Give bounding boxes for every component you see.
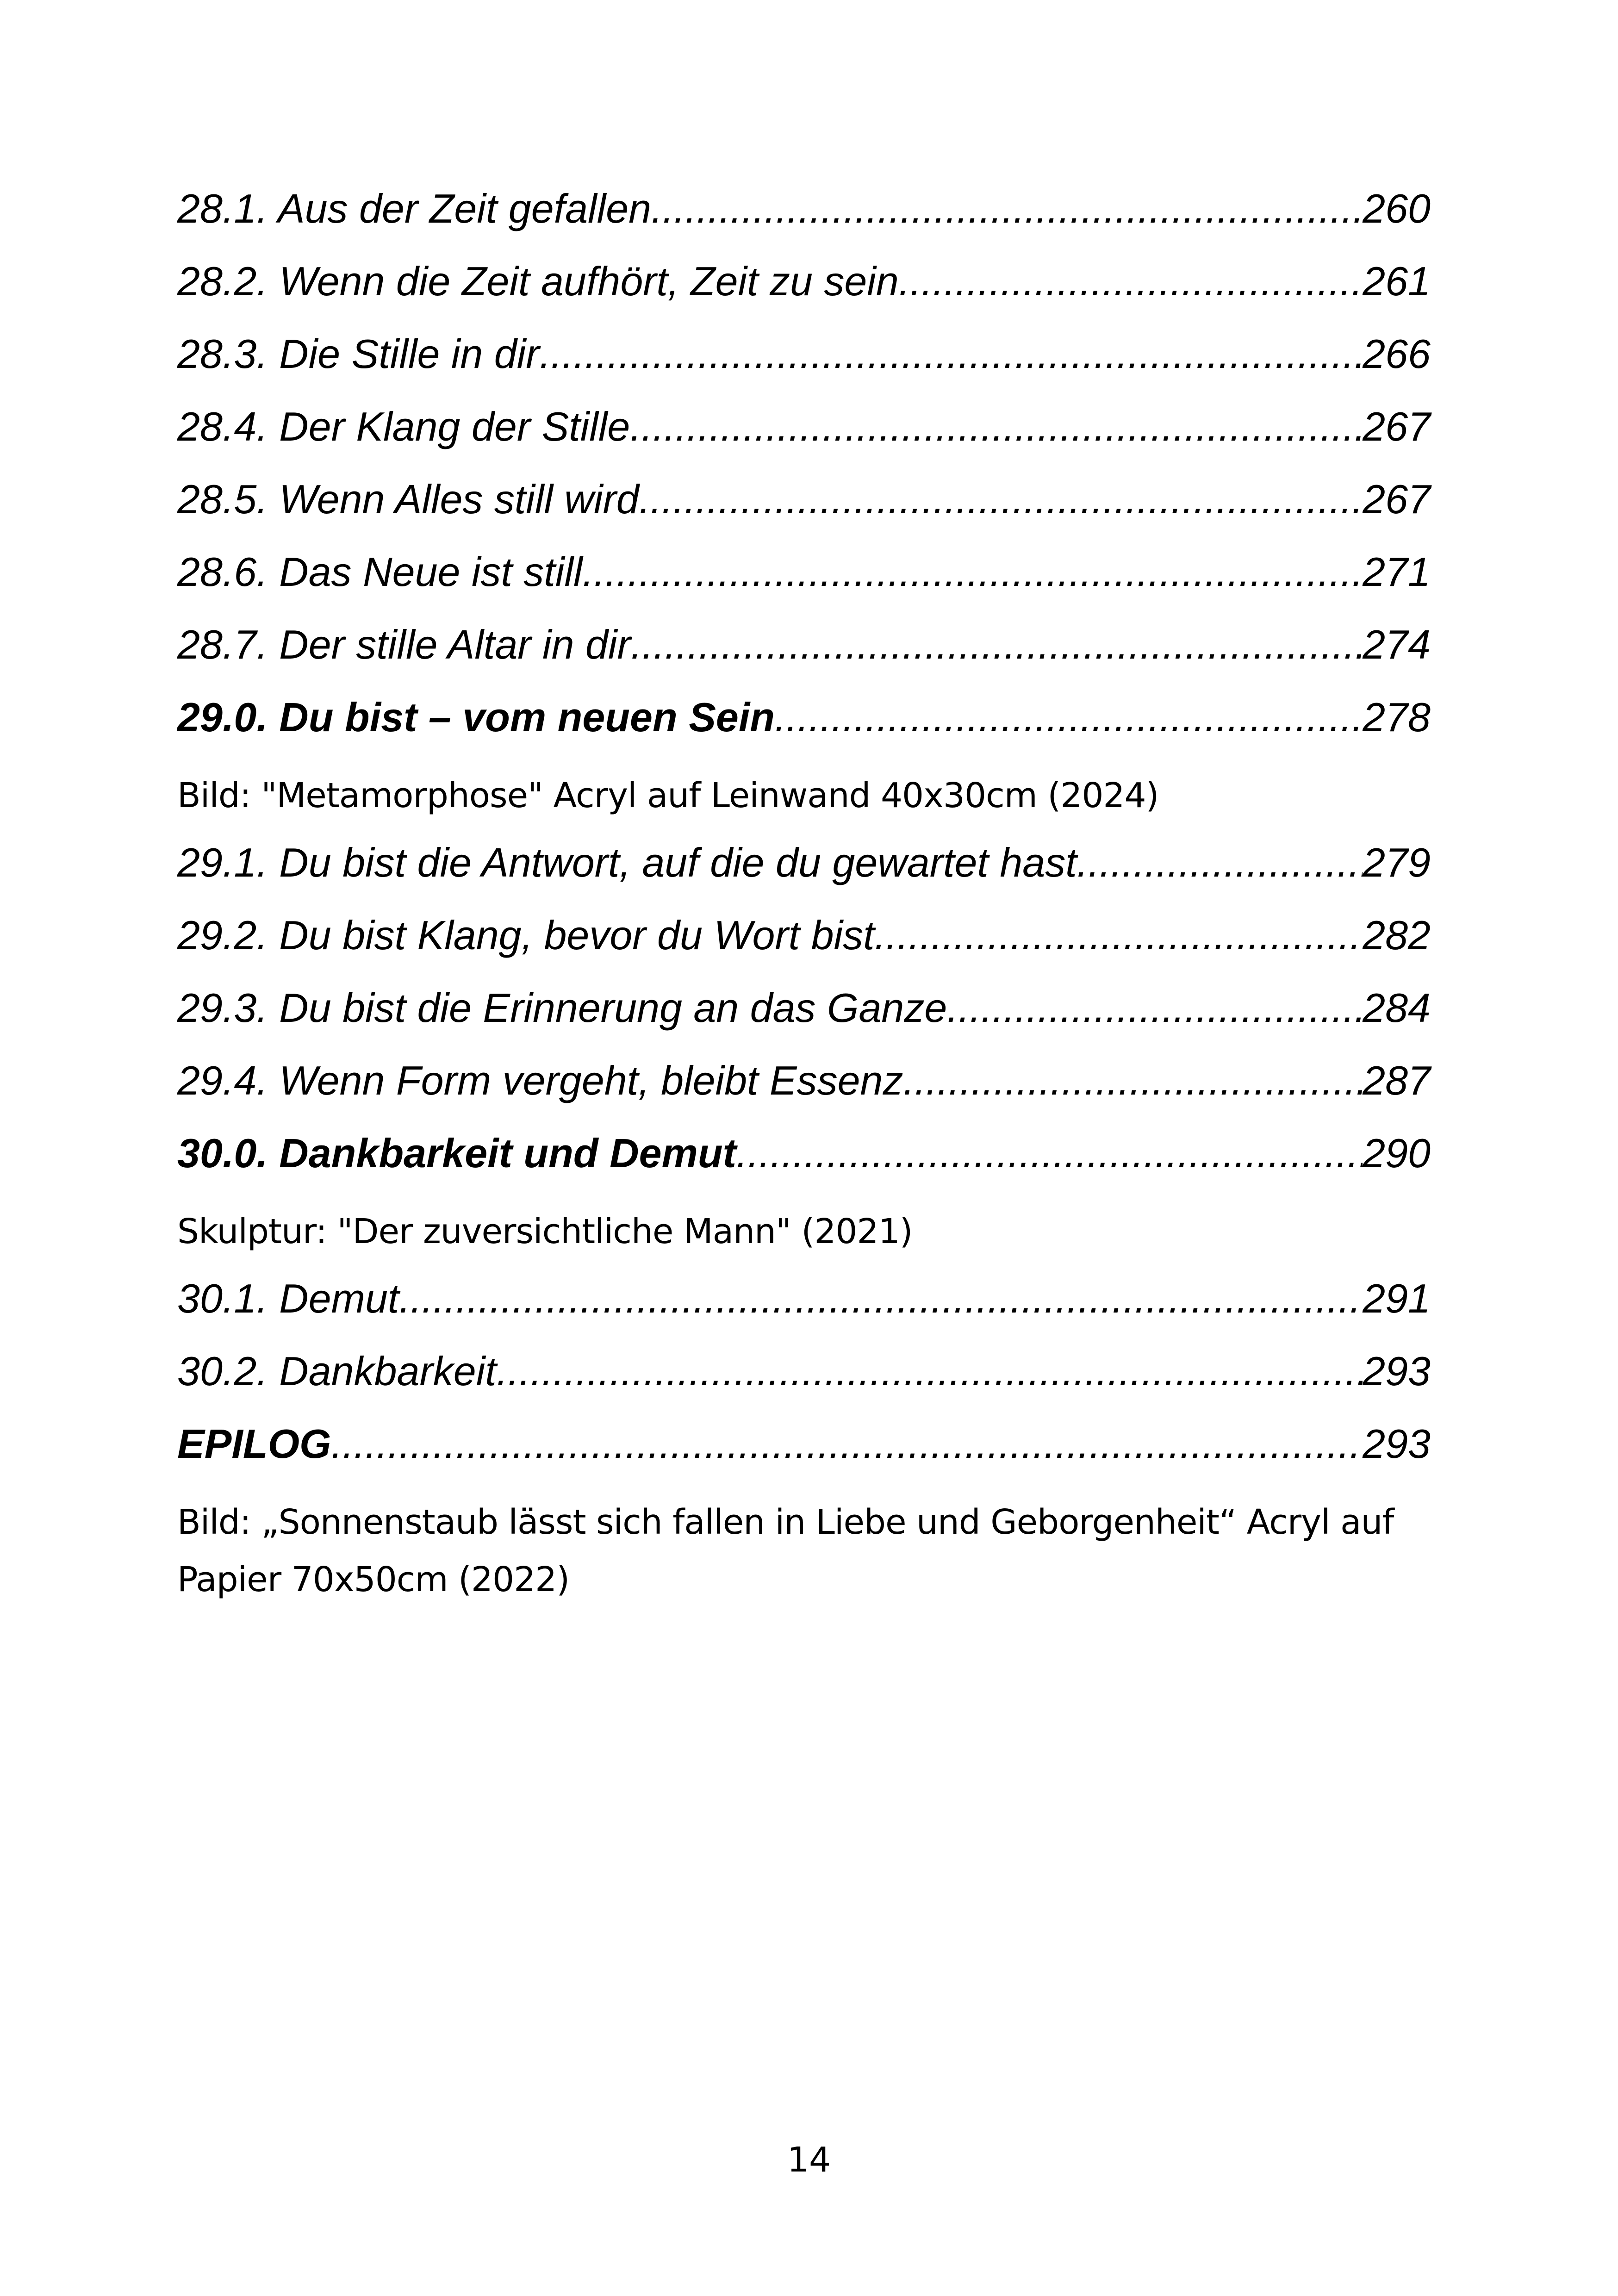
dot-leader <box>630 401 1363 453</box>
toc-entry-title: 28.1. Aus der Zeit gefallen <box>177 186 652 231</box>
dot-leader <box>903 1055 1363 1107</box>
toc-entry-page: 271 <box>1363 549 1431 595</box>
toc-entry-29-3[interactable] <box>177 982 1431 1055</box>
toc-entry-title: 28.4. Der Klang der Stille <box>177 404 630 449</box>
dot-leader <box>540 328 1363 380</box>
dot-leader <box>775 691 1363 743</box>
sculpture-caption: Skulptur: "Der zuversichtliche Mann" (2021) <box>177 1212 913 1251</box>
dot-leader <box>1077 837 1363 889</box>
toc-entry-title: 30.0. Dankbarkeit und Demut <box>177 1130 736 1176</box>
toc-entry-title: 28.2. Wenn die Zeit aufhört, Zeit zu sein <box>177 258 899 304</box>
toc-entry-28-4[interactable] <box>177 401 1431 473</box>
toc-entry-title: 28.6. Das Neue ist still <box>177 549 583 595</box>
toc-entry-page: 267 <box>1363 476 1431 522</box>
toc-entry-title: 29.4. Wenn Form vergeht, bleibt Essenz <box>177 1058 903 1103</box>
toc-entry-page: 279 <box>1363 840 1431 885</box>
toc-entry-title: 28.3. Die Stille in dir <box>177 331 540 377</box>
toc-entry-28-3[interactable] <box>177 328 1431 401</box>
toc-entry-30-1[interactable] <box>177 1273 1431 1345</box>
toc-entry-29-2[interactable] <box>177 909 1431 982</box>
toc-entry-title: 30.1. Demut <box>177 1276 399 1321</box>
dot-leader <box>899 255 1363 307</box>
toc-entry-28-5[interactable] <box>177 473 1431 546</box>
dot-leader <box>651 183 1363 235</box>
toc-entry-page: 278 <box>1363 694 1431 740</box>
toc-entry-29-1[interactable] <box>177 837 1431 909</box>
toc-entry-title: 28.5. Wenn Alles still wird <box>177 476 639 522</box>
dot-leader <box>639 473 1363 525</box>
image-caption: Bild: "Metamorphose" Acryl auf Leinwand 40x30cm (2024) <box>177 776 1159 815</box>
toc-entry-title: 29.0. Du bist – vom neuen Sein <box>177 694 775 740</box>
dot-leader <box>631 619 1363 671</box>
toc-entry-page: 293 <box>1363 1348 1431 1394</box>
toc-entry-page: 261 <box>1363 258 1431 304</box>
toc-entry-title: 29.3. Du bist die Erinnerung an das Ganze <box>177 985 947 1031</box>
toc-entry-28-1[interactable] <box>177 183 1431 255</box>
toc-entry-29-0[interactable] <box>177 691 1431 764</box>
toc-entry-epilog[interactable] <box>177 1418 1431 1491</box>
table-of-contents <box>177 183 1431 1621</box>
toc-entry-30-0[interactable] <box>177 1127 1431 1200</box>
image-caption: Bild: „Sonnenstaub lässt sich fallen in Liebe und Geborgenheit“ Acryl auf Papier 70x50cm (2022) <box>177 1502 1394 1599</box>
dot-leader <box>497 1345 1363 1397</box>
toc-entry-page: 267 <box>1363 404 1431 449</box>
toc-entry-28-2[interactable] <box>177 255 1431 328</box>
toc-entry-page: 266 <box>1363 331 1431 377</box>
toc-entry-page: 260 <box>1363 186 1431 231</box>
toc-entry-title: 29.2. Du bist Klang, bevor du Wort bist <box>177 912 875 958</box>
toc-entry-page: 293 <box>1363 1421 1431 1467</box>
toc-entry-page: 287 <box>1363 1058 1431 1103</box>
page-number: 14 <box>787 2140 831 2180</box>
toc-entry-30-2[interactable] <box>177 1345 1431 1418</box>
toc-entry-page: 284 <box>1363 985 1431 1031</box>
dot-leader <box>875 909 1363 961</box>
toc-entry-28-6[interactable] <box>177 546 1431 619</box>
toc-entry-title: 28.7. Der stille Altar in dir <box>177 622 631 667</box>
toc-entry-title: 29.1. Du bist die Antwort, auf die du gewartet hast <box>177 840 1077 885</box>
toc-entry-page: 282 <box>1363 912 1431 958</box>
dot-leader <box>736 1127 1363 1179</box>
dot-leader <box>399 1273 1363 1325</box>
toc-entry-page: 274 <box>1363 622 1431 667</box>
toc-entry-28-7[interactable] <box>177 619 1431 691</box>
dot-leader <box>583 546 1363 598</box>
dot-leader <box>947 982 1363 1034</box>
toc-entry-page: 291 <box>1363 1276 1431 1321</box>
toc-entry-29-4[interactable] <box>177 1055 1431 1127</box>
toc-entry-title: 30.2. Dankbarkeit <box>177 1348 497 1394</box>
toc-entry-page: 290 <box>1363 1130 1431 1176</box>
toc-entry-title: EPILOG <box>177 1421 331 1467</box>
dot-leader <box>331 1418 1363 1470</box>
